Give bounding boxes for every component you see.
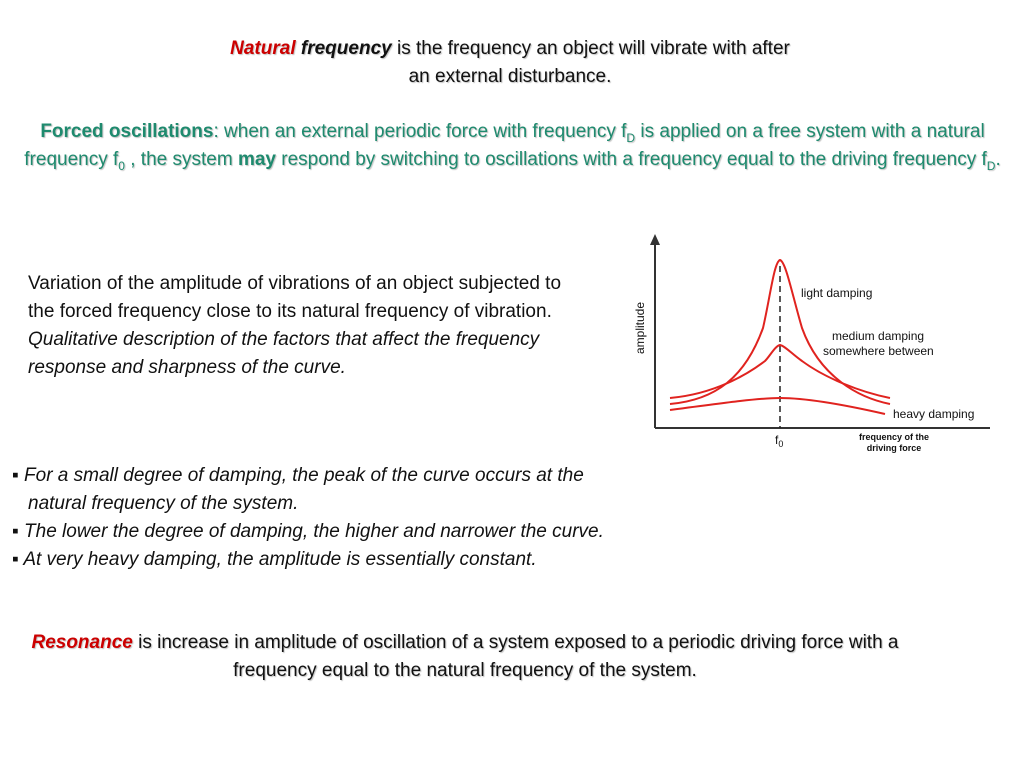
- variation-description: [28, 270, 588, 382]
- forced-term: Forced oscillations: [40, 121, 214, 142]
- forced-oscillations-definition: [20, 118, 1005, 174]
- bullet-marker: ▪: [12, 549, 19, 570]
- bullet-continuation: natural frequency of the system.: [28, 493, 299, 514]
- resonance-definition: [30, 629, 900, 685]
- forced-part4: respond by switching to oscillations with a frequency equal to the driving frequency f: [275, 149, 987, 170]
- variation-italic-text: Qualitative description of the factors that affect the frequency response and sharpness of the curve.: [28, 329, 540, 378]
- light-damping-label: light damping: [801, 286, 873, 300]
- bullet-item: [12, 462, 772, 490]
- bullet-marker: ▪: [12, 521, 19, 542]
- bullet-item: [12, 546, 772, 574]
- heavy-damping-curve: [670, 398, 885, 414]
- variation-text: Variation of the amplitude of vibrations of an object subjected to the forced frequency close to its natural frequency of vibration.: [28, 273, 562, 322]
- forced-part1: : when an external periodic force with frequency f: [213, 121, 627, 142]
- natural-frequency-definition: [80, 35, 940, 91]
- bullet-text: At very heavy damping, the amplitude is essentially constant.: [23, 549, 537, 570]
- resonance-diagram: [620, 228, 1015, 463]
- x-axis-label-line1: frequency of the: [858, 432, 930, 442]
- forced-sub-d: D: [626, 130, 636, 145]
- resonance-text: is increase in amplitude of oscillation of a system exposed to a periodic driving force with a frequency equal to the natural frequency of the system.: [132, 632, 899, 681]
- natural-term-word1: Natural: [230, 38, 296, 59]
- medium-damping-label-line1: medium damping: [832, 329, 925, 343]
- bullet-item: [12, 518, 772, 546]
- resonance-term: Resonance: [31, 632, 133, 653]
- forced-part2: is applied on a free system with a natural frequency f: [24, 121, 985, 170]
- f0-label: $f_0$: [775, 433, 784, 449]
- heavy-damping-label: heavy damping: [893, 407, 975, 421]
- natural-term-word2: frequency: [300, 38, 392, 59]
- natural-text-line1: is the frequency an object will vibrate with after: [391, 38, 790, 59]
- bullet-text: For a small degree of damping, the peak of the curve occurs at the: [24, 465, 584, 486]
- forced-sub-d2: D: [986, 158, 996, 173]
- y-axis-arrow-icon: [650, 234, 660, 245]
- damping-bullets: [12, 462, 772, 574]
- forced-part3: , the system: [124, 149, 238, 170]
- forced-may: may: [237, 149, 276, 170]
- y-axis-label: amplitude: [633, 301, 647, 355]
- bullet-marker: ▪: [12, 465, 19, 486]
- x-axis-label-line2: driving force: [866, 443, 922, 453]
- medium-damping-label-line2: somewhere between: [823, 344, 934, 358]
- forced-part5: .: [995, 149, 1001, 170]
- forced-sub-0: 0: [118, 158, 125, 173]
- bullet-text: The lower the degree of damping, the higher and narrower the curve.: [24, 521, 604, 542]
- natural-text-line2: an external disturbance.: [408, 66, 612, 87]
